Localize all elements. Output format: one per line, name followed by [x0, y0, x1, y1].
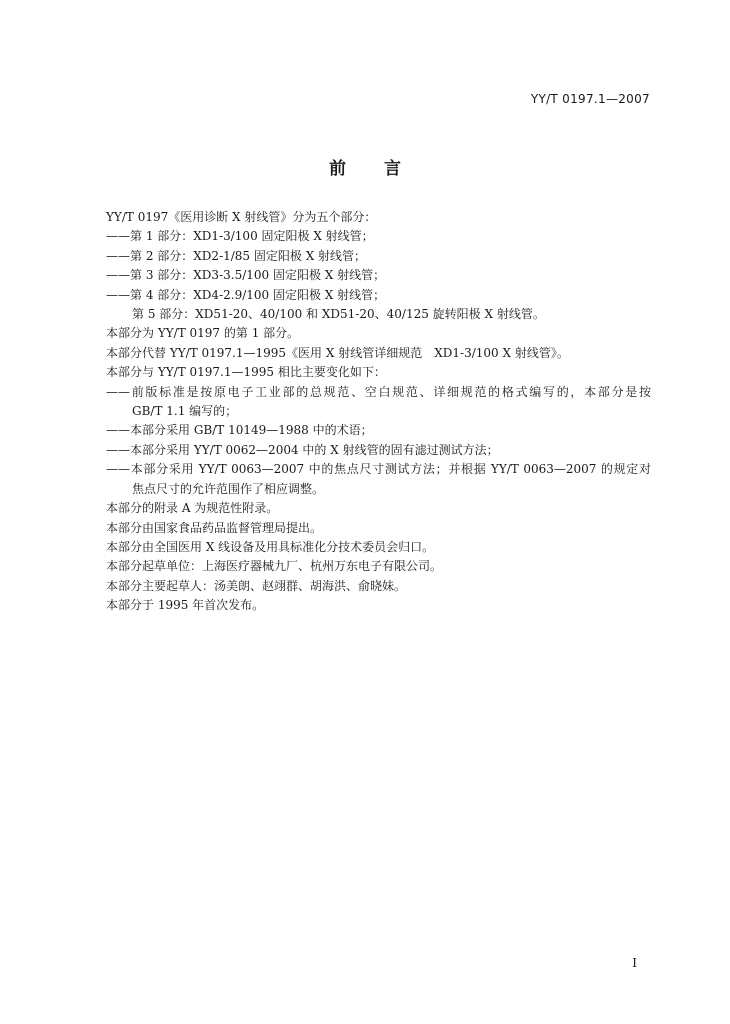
paragraph-under-jurisdiction: 本部分由全国医用 X 线设备及用具标准化分技术委员会归口。	[106, 539, 435, 554]
list-item-change-3: ——本部分采用 YY/T 0062—2004 中的 X 射线管的固有滤过测试方法；	[106, 442, 499, 457]
list-item-part-4: ——第 4 部分：XD4-2.9/100 固定阳极 X 射线管；	[106, 287, 386, 302]
page-title: 前言	[329, 159, 439, 179]
standard-number: YY/T 0197.1—2007	[530, 92, 650, 106]
list-item-part-3: ——第 3 部分：XD3-3.5/100 固定阳极 X 射线管；	[106, 268, 386, 283]
paragraph-this-part: 本部分为 YY/T 0197 的第 1 部分。	[106, 326, 300, 341]
list-item-part-1: ——第 1 部分：XD1-3/100 固定阳极 X 射线管；	[106, 229, 374, 244]
list-item-part-2: ——第 2 部分：XD2-1/85 固定阳极 X 射线管；	[106, 248, 367, 263]
paragraph-proposed-by: 本部分由国家食品药品监督管理局提出。	[106, 520, 323, 535]
list-item-change-4: ——本部分采用 YY/T 0063—2007 中的焦点尺寸测试方法；并根据 YY/T 0063—2007 的规定对	[106, 462, 651, 477]
paragraph-drafting-units: 本部分起草单位：上海医疗器械九厂、杭州万东电子有限公司。	[106, 559, 443, 574]
list-item-part-5: 第 5 部分：XD51-20、40/100 和 XD51-20、40/125 旋转阳极 X 射线管。	[132, 307, 545, 322]
page-number: I	[632, 956, 637, 970]
list-item-change-4-continued: 焦点尺寸的允许范围作了相应调整。	[132, 481, 325, 496]
paragraph-drafters: 本部分主要起草人：汤美朗、赵翊群、胡海洪、俞晓妹。	[106, 578, 407, 593]
paragraph-parts-intro: YY/T 0197《医用诊断 X 射线管》分为五个部分：	[106, 210, 377, 224]
paragraph-annex: 本部分的附录 A 为规范性附录。	[106, 501, 279, 516]
foreword-body	[106, 208, 651, 616]
paragraph-changes-intro: 本部分与 YY/T 0197.1—1995 相比主要变化如下：	[106, 365, 386, 380]
list-item-change-1: ——前版标准是按原电子工业部的总规范、空白规范、详细规范的格式编写的，本部分是按	[106, 384, 651, 399]
list-item-change-1-continued: GB/T 1.1 编写的；	[132, 404, 238, 419]
list-item-change-2: ——本部分采用 GB/T 10149—1988 中的术语；	[106, 423, 373, 438]
paragraph-replaces: 本部分代替 YY/T 0197.1—1995《医用 X 射线管详细规范 XD1-3/100 X 射线管》。	[106, 345, 569, 360]
paragraph-first-issued: 本部分于 1995 年首次发布。	[106, 598, 265, 613]
